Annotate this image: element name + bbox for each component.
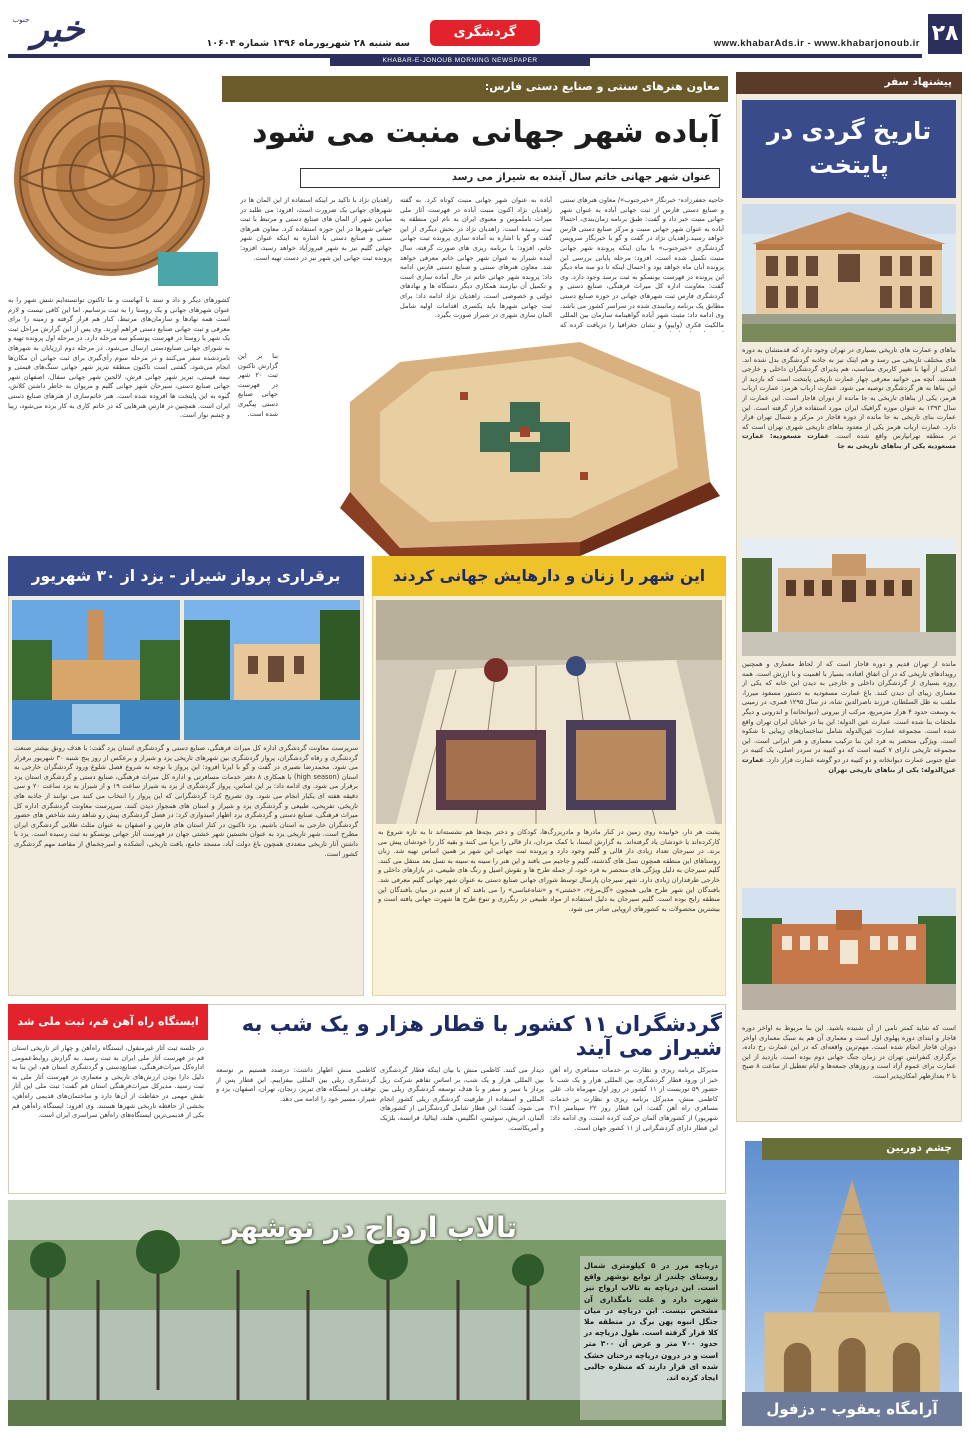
dowlatabad-garden-photo [12, 600, 180, 740]
station-headline: ایستگاه راه آهن قم، ثبت ملی شد [8, 1004, 208, 1040]
page-number: ۲۸ [928, 14, 962, 54]
yaqub-tomb-photo [742, 1138, 962, 1428]
travel-text-2-footer: عمارت عین‌الدوله: یکی از بناهای تاریخی تهران [742, 755, 956, 774]
eye-tag [762, 1138, 962, 1160]
newspaper-logo-sub: جنوب [12, 16, 30, 24]
travel-text-1-footer: عمارت مسعودیه: عمارت مسعودیه یکی از بناهای تاریخی به جا [742, 432, 956, 450]
station-text: در جلسه ثبت آثار غیرمنقول، ایستگاه راه‌آهن و چهار اثر تاریخی استان قم در فهرست آثار ملی ایران به ثبت رسید. به گزارش روابط‌عمومی اداره‌کل میراث‌فرهنگی، صنایع‌دستی و گردشگری استان قم، این بنا به دلیل دارا بودن ارزش‌های تاریخی و معماری در فهرست آثار ملی به ثبت رسید. مدیرکل میراث‌فرهنگی استان قم گفت: ثبت ملی این آثار نقش مهمی در حفاظت از آن‌ها دارد و ساختمان‌های قدیمی راه‌آهن، بخشی از حافظه تاریخی شهرها هستند. وی افزود: ایستگاه راه‌آهن قم یکی از قدیمی‌ترین ایستگاه‌های راه‌آهن سراسری ایران است. [12, 1044, 204, 1120]
tomb-caption: آرامگاه یعقوب - دزفول [742, 1392, 962, 1426]
khatam-box-photo [280, 332, 726, 556]
flight-headline: برقراری پرواز شیراز - یزد از ۳۰ شهریور [8, 556, 364, 596]
section-tag: گردشگری [430, 20, 540, 46]
masoudieh-photo [742, 538, 956, 656]
masthead-english: KHABAR-E-JONOUB MORNING NEWSPAPER [330, 56, 590, 66]
main-column-5: بنا بر این گزارش تاکنون ثبت ۲۰ شهر در فهرست جهانی صنایع دستی پیگیری شده است. [238, 352, 278, 418]
travel-tag [736, 72, 962, 94]
train-column-2: دیدار می کنند. کاظمی منش با بیان اینکه قطار گردشگری بین المللی هزار و یک شب، بر اساس تفاهم شرکت ریل پرداز با سیر و سفر و با هدف توسعه گردشگری ریلی بین المللی و استفاده از ظرفیت گردشگری ریلی کشور انجام می شود، گفت: این قطار شامل گردشگرانی از کشورهای آلمان، اتریش، سوئیس، انگلیس، هلند، ایتالیا، فرانسه، بلژیک و آمریکاست. [380, 1066, 544, 1132]
main-column-1: حاجیه جعفرزاده- خبرنگار «خبرجنوب»/ معاون هنرهای سنتی و صنایع دستی فارس از ثبت جهانی آباده به عنوان شهر جهانی منبت خبر داد و گفت: طبق برنامه زمان‌بندی، احتمالا آباده به عنوان شهر جهانی منبت و مرکز صنایع دستی فارس خواهد رسید.زاهدیان نژاد در گفت و گو با خبرنگار سرویس گردشگری «خبرجنوب» با بیان اینکه پرونده شهر جهانی منبت تکمیل شده است، افزود: مرحله پایانی بررسی این پرونده آبان ماه خواهد بود و احتمال اینکه تا دو سه ماه دیگر این پرونده در فهرست یونسکو به ثبت برسد وجود دارد. وی گفت: معاونت اداره کل میراث فرهنگی، صنایع دستی و گردشگری فارس ثبت شهرهای جهانی در حوزه صنایع دستی مطابق یک برنامه زمانبندی شده در سراسر کشور می باشد. وی ادامه داد: مثبت شهر آباده گواهینامه سازمان بین المللی مالکیت فکری (وایپو) و نشان جغرافیا را دریافت کرده که [560, 196, 724, 329]
main-subhead: عنوان شهر جهانی خاتم سال آینده به شیراز می رسد [300, 168, 720, 188]
travel-text-1 [742, 346, 956, 532]
main-headline: آباده شهر جهانی منبت می شود [252, 115, 720, 150]
main-column-2: آباده به عنوان شهر جهانی منبت کوتاه کرد. به گفته زاهدیان نژاد اکنون منبت آباده در فهرست آثار ملی میراث ناملموس و معنوی ایران به نام این منطقه به ثبت رسیده است. زاهدیان نژاد در بخش دیگری از این گفت و گو با اشاره به آماده سازی پرونده ثبت جهانی خاتم، افزود: با برنامه ریزی های صورت گرفته، سال آینده شیراز به عنوان شهر جهانی خاتم معرفی خواهد شد. معاون هنرهای سنتی و صنایع دستی فارس ادامه داد: پرونده شهر جهانی خاتم در حال آماده سازی است و تکمیل آن نیازمند همکاری دیگر دستگاه ها و نهادهای دولتی و خصوصی است. زاهدیان نژاد ادامه داد: برای ثبت جهانی شهرها باید یکسری اقدامات اولیه شامل المان سازی شهری در شیراز صورت بگیرد. [400, 196, 552, 320]
main-kicker: معاون هنرهای سنتی و صنایع دستی فارس: [484, 80, 720, 93]
travel-text-1-body: بناهای و عمارت های تاریخی بسیاری در تهران وجود دارد که قدمتشان به دوره های مختلف تاریخی می رسد و هم اینک نیز به جاذبه گردشگری بدل شده اند. اندکی از آنها با تغییر کاربری متناسب، هم پذیرای گردشگران داخلی و خارجی هستند. آنچه می خوانید معرفی چهار عمارت تاریخی پایتخت است که بازدید از این بناها به هر گردشگری توصیه می شود. عمارت ارباب هرمز: عمارت ارباب هرمز، یکی از بناهای تاریخی به جا مانده از دوران قاجار است. این عمارت از سال ۱۳۹۳ به عنوان موزه گرافیک ایران مورد استفاده قرار گرفته است. این عمارت بنای تاریخی به جا مانده از دوره قاجار در مرکز و شمال تهران قرار دارد. عمارت ارباب هرمز یکی از معدود بناهای تاریخی شهری تهران است که در منطقه تهرانپارس واقع شده است. [742, 346, 956, 441]
lagoon-headline: تالاب ارواح در نوشهر [222, 1211, 518, 1244]
train-headline: گردشگران ۱۱ کشور با قطار هزار و یک شب به شیراز می آیند [241, 1012, 722, 1060]
main-column-3: زاهدیان نژاد با تاکید بر اینکه استفاده از این المان ها در شهرهای جهانی یک ضرورت است، افزود: می طلبد در میادین شهر از المان های صنایع دستی و مرتبط با ثبت جهانی شهرها در این حوزه استفاده کرد. معاون هنرهای سنتی و صنایع دستی با اشاره به اینکه عنوان شهر جهانی گلیم نیز به شهر فیروزآباد خواهد رسید، افزود: پرونده ثبت جهانی این شهر نیز در دست تهیه است. [240, 196, 392, 262]
eram-garden-photo [184, 600, 360, 740]
carpet-text: پشت هر دار، خوابیده روی زمین در کنار مادرها و مادربزرگ‌ها، کودکان و دختر بچه‌ها هم نشسته‌اند تا به تازه شروع به کارکرده‌اند یا خودشان یاد گرفته‌اند. به گزارش ایسنا، با کمک مردان، دار قالی را برپا می کنند و بقیه کار را خودشان پیش می برند. در سیرجان تعداد زیادی دار قالی و گلیم وجود دارد و پرونده ثبت جهانی این شهر بر همین اساس تهیه شد. زنان روستاهای این منطقه همچون نسل های گذشته، گلیم و جاجیم می بافند و این هنر را سینه به سینه به نسل بعد منتقل می کنند. گلیم سیرجان به دلیل ویژگی های منحصر به فرد خود، از جمله طرح ها و نقوش اصیل و رنگ های طبیعی، در بازارهای داخلی و خارجی طرفداران زیادی دارد. شهر سیرجان پارسال توسط شورای جهانی صنایع دستی به عنوان شهر جهانی گلیم معرفی شد. بافندگان این شهر طرح هایی همچون «گل‌مرغ»، «خشتی» و «شاه‌عباسی» را می بافند که از قدیم در میان بافندگان این منطقه رایج بوده است. گلیم سیرجان به دلیل استفاده از مواد طبیعی در رنگرزی و تنوع طرح ها شهرت جهانی یافته است و بیشترین محصولات به کشورهای اروپایی صادر می شود. [378, 828, 720, 913]
carpet-headline: این شهر را زنان و دارهایش جهانی کردند [372, 556, 726, 596]
loom-photo [376, 600, 722, 824]
flight-text: سرپرست معاونت گردشگری اداره کل میراث فرهنگی، صنایع دستی و گردشگری استان یزد گفت: با هدف رونق بیشتر صنعت گردشگری و رفاه گردشگران، پرواز گردشگری بین شهرهای تاریخی یزد و شیراز و برعکس از روز پنج شنبه ۳۰ شهریور برقرار می شود. محمدرضا نصیری در گفت و گو با ایرنا افزود: این پرواز با توجه به شروع فصل شلوغ ورود گردشگران خارجی به استان (high season) با همکاری ۸ دفتر خدمات مسافرتی و اداره کل میراث فرهنگی، صنایع دستی و گردشگری استان یزد برقرار می شود. وی ادامه داد: بر این اساس، پرواز گردشگری از یزد به شیراز ساعت ۱۹ و از شیراز به یزد ساعت ۲۰ و سی دقیقه هفته ای یکبار انجام می شود. وی تصریح کرد: گردشگرانی که این پرواز را انتخاب می کنند می توانند از جاذبه های تاریخی، تفریحی، طبیعی و گردشگری یزد و شیراز و استان های همجوار دیدن کنند. سرپرست معاونت گردشگری اداره کل میراث فرهنگی، صنایع دستی و گردشگری یزد اظهار امیدواری کرد: در فصل گردشگری پیش رو شاهد رشد شاخص های حضور گردشگران خارجی به استان باشیم. یزد تاکنون در کنار استان های فارس و اصفهان به عنوان مثلث طلایی گردشگری ایران مطرح است. شهر تاریخی یزد به عنوان نخستین شهر خشتی جهان در فهرست آثار جهانی یونسکو به ثبت رسیده است. یزد با داشتن آثار تاریخی متعددی همچون باغ دولت آباد، مسجد جامع، بافت تاریخی، آتشکده و امیرچخماق از مقاصد مهم گردشگری کشور است. [14, 744, 358, 858]
arbab-hormoz-photo [742, 204, 956, 342]
lagoon-text: دریاچه مرز در ۵ کیلومتری شمال روستای چلندر از توابع نوشهر واقع است. این دریاچه به تالاب ارواح نیز شهرت دارد و علت نامگذاری آن مشخص نیست. این دریاچه در میان جنگل انبوه پهن برگ در منطقه ملا کلا قرار گرفته است. طول دریاچه در حدود ۷۰۰ متر و عرض آن ۳۰۰ متر است و در درون دریاچه درختان خشک شده ای قرار دارند که منظره جالبی ایجاد کرده اند. [580, 1256, 722, 1420]
travel-text-2 [742, 660, 956, 884]
carved-plate-photo [8, 76, 222, 292]
travel-headline: تاریخ گردی در پایتخت [742, 100, 956, 198]
train-column-1: مدیرکل برنامه ریزی و نظارت بر خدمات مسافری راه آهن خبر از ورود قطار گردشگری بین المللی هزار و یک شب با حضور ۵۹ توریست از ۱۱ کشور در روز اول مهرماه داد. علی کاظمی منش، مدیرکل برنامه ریزی و نظارت بر خدمات مسافری راه آهن گفت: این قطار روز ۲۲ سپتامبر (۳۱ شهریور) از کشورهای آلمان حرکت کرده است. وی ادامه داد: این قطار دارای گردشگرانی از ۱۱ کشور جهان است. [550, 1066, 718, 1132]
travel-text-3: است که شاید کمتر نامی از آن شنیده باشید. این بنا مربوط به اواخر دوره قاجار و ابتدای دوره پهلوی اول است و معماری آن هم به سبک معماری اواخر دوران قاجار انجام شده است. مهم‌ترین واقعه‌ای که در این عمارت رخ داده، برگزاری کنفرانس تهران در زمان جنگ جهانی دوم بوده است. بازدید از این عمارت برای عموم آزاد است و روزهای جمعه‌ها و ایام تعطیل از ساعت ۸ صبح تا ۲ بعدازظهر امکان‌پذیر است. [742, 1024, 956, 1080]
issue-date: سه شنبه ۲۸ شهریورماه ۱۳۹۶ شماره ۱۰۶۰۴ [206, 38, 410, 49]
eye-tag-label: چشم دوربین [886, 1142, 952, 1154]
main-column-4: کشورهای دیگر و داد و ستد با آنهاست و ما تاکنون توانسته‌ایم شش شهر را به عنوان شهرهای جهانی و یک روستا را به ثبت برسانیم. اما این کافی نیست و لازم است همه نهادها و سازمان‌های مرتبط، کنار هم قرار گرفته و زمینه را برای معرفی و ثبت جهانی صنایع دستی فراهم آورند. وی پس از این گزارش مراحل ثبت یک شهر یا روستا در فهرست یونسکو سه مرحله دارد. در مرحله اول پرونده تهیه و به شورای جهانی صنایع‌دستی ارسال می‌شود. در مرحله دوم ارزیابان به شهرهای نامزدشده سفر می‌کنند و در مرحله سوم رأی‌گیری برای ثبت جهانی آن مکان‌ها انجام می‌شود. گفتنی است تاکنون منطقه تبریز شهر جهانی سنگ‌های قیمتی و نیمه قیمتی، تبریز شهر جهانی فرش، لالجین شهر جهانی سفال، اصفهان شهر جهانی صنایع دستی، سیرجان شهر جهانی گلیم و مریوان به خاطر داشتن کلاش، گیوه به این پایتخت ها افزوده شده است. هنر خاتم‌سازی از هنرهای صنایع دستی ایران است. همچنین در فارس هنرهایی که در خاتم کاری به کار برده می‌شود، زیبا و چشم نواز است. [8, 296, 230, 420]
travel-text-2-body: مانده از تهران قدیم و دوره قاجار است که از لحاظ معماری و همچنین رویدادهای تاریخی که در آن اتفاق افتاده، بسیار با اهمیت و با ارزش است. همه روزه بسیاری از گردشگران داخلی و خارجی به دیدن این خانه که یکی از معماری زیبای آن دیدن کنند. باغ عمارت مسعودیه به دستور مسعود میرزا، ملقب به ظل السلطان، فرزند ناصرالدین شاه، در سال ۱۲۹۵ قمری، در زمینی به وسعت حدود ۴ هزار مترمربع، مرکب از بیرونی (دیوانخانه) و اندرونی و دیگر ملحقات بنا شده است. عمارت عین الدوله: این بنا در خیابان ایران تهران واقع شده است. مجموعه عمارت عین‌الدوله شامل ساختمان‌های زیبایی با شکوه است. ویژگی منحصر به فرد این بنا ترکیب معماری و هنر ایرانی است. این مجموعه تاریخی دارای ۷ کتیبه است که دو کتیبه در سردر اصلی، یک کتیبه در ضلع جنوبی عمارت دیوانخانه و دو کتیبه در دو گوشه عمارت قرار دارد. [742, 660, 956, 764]
newspaper-logo: خبر [31, 8, 85, 50]
site-url[interactable]: www.khabarAds.ir - www.khabarjonoub.ir [713, 38, 920, 49]
travel-tag-label: پیشنهاد سفر [884, 76, 952, 88]
ein-oddoleh-photo [742, 888, 956, 1010]
train-column-3: کاظمی منش اظهار داشت: درصدد هستیم بر توسعه گردشگری ریلی بین المللی بیفزاییم. این قطار پس از توقف در ایستگاه های تبریز، زنجان، تهران، اصفهان، یزد و شیراز، مسیر خود را ادامه می دهد. [216, 1066, 376, 1103]
